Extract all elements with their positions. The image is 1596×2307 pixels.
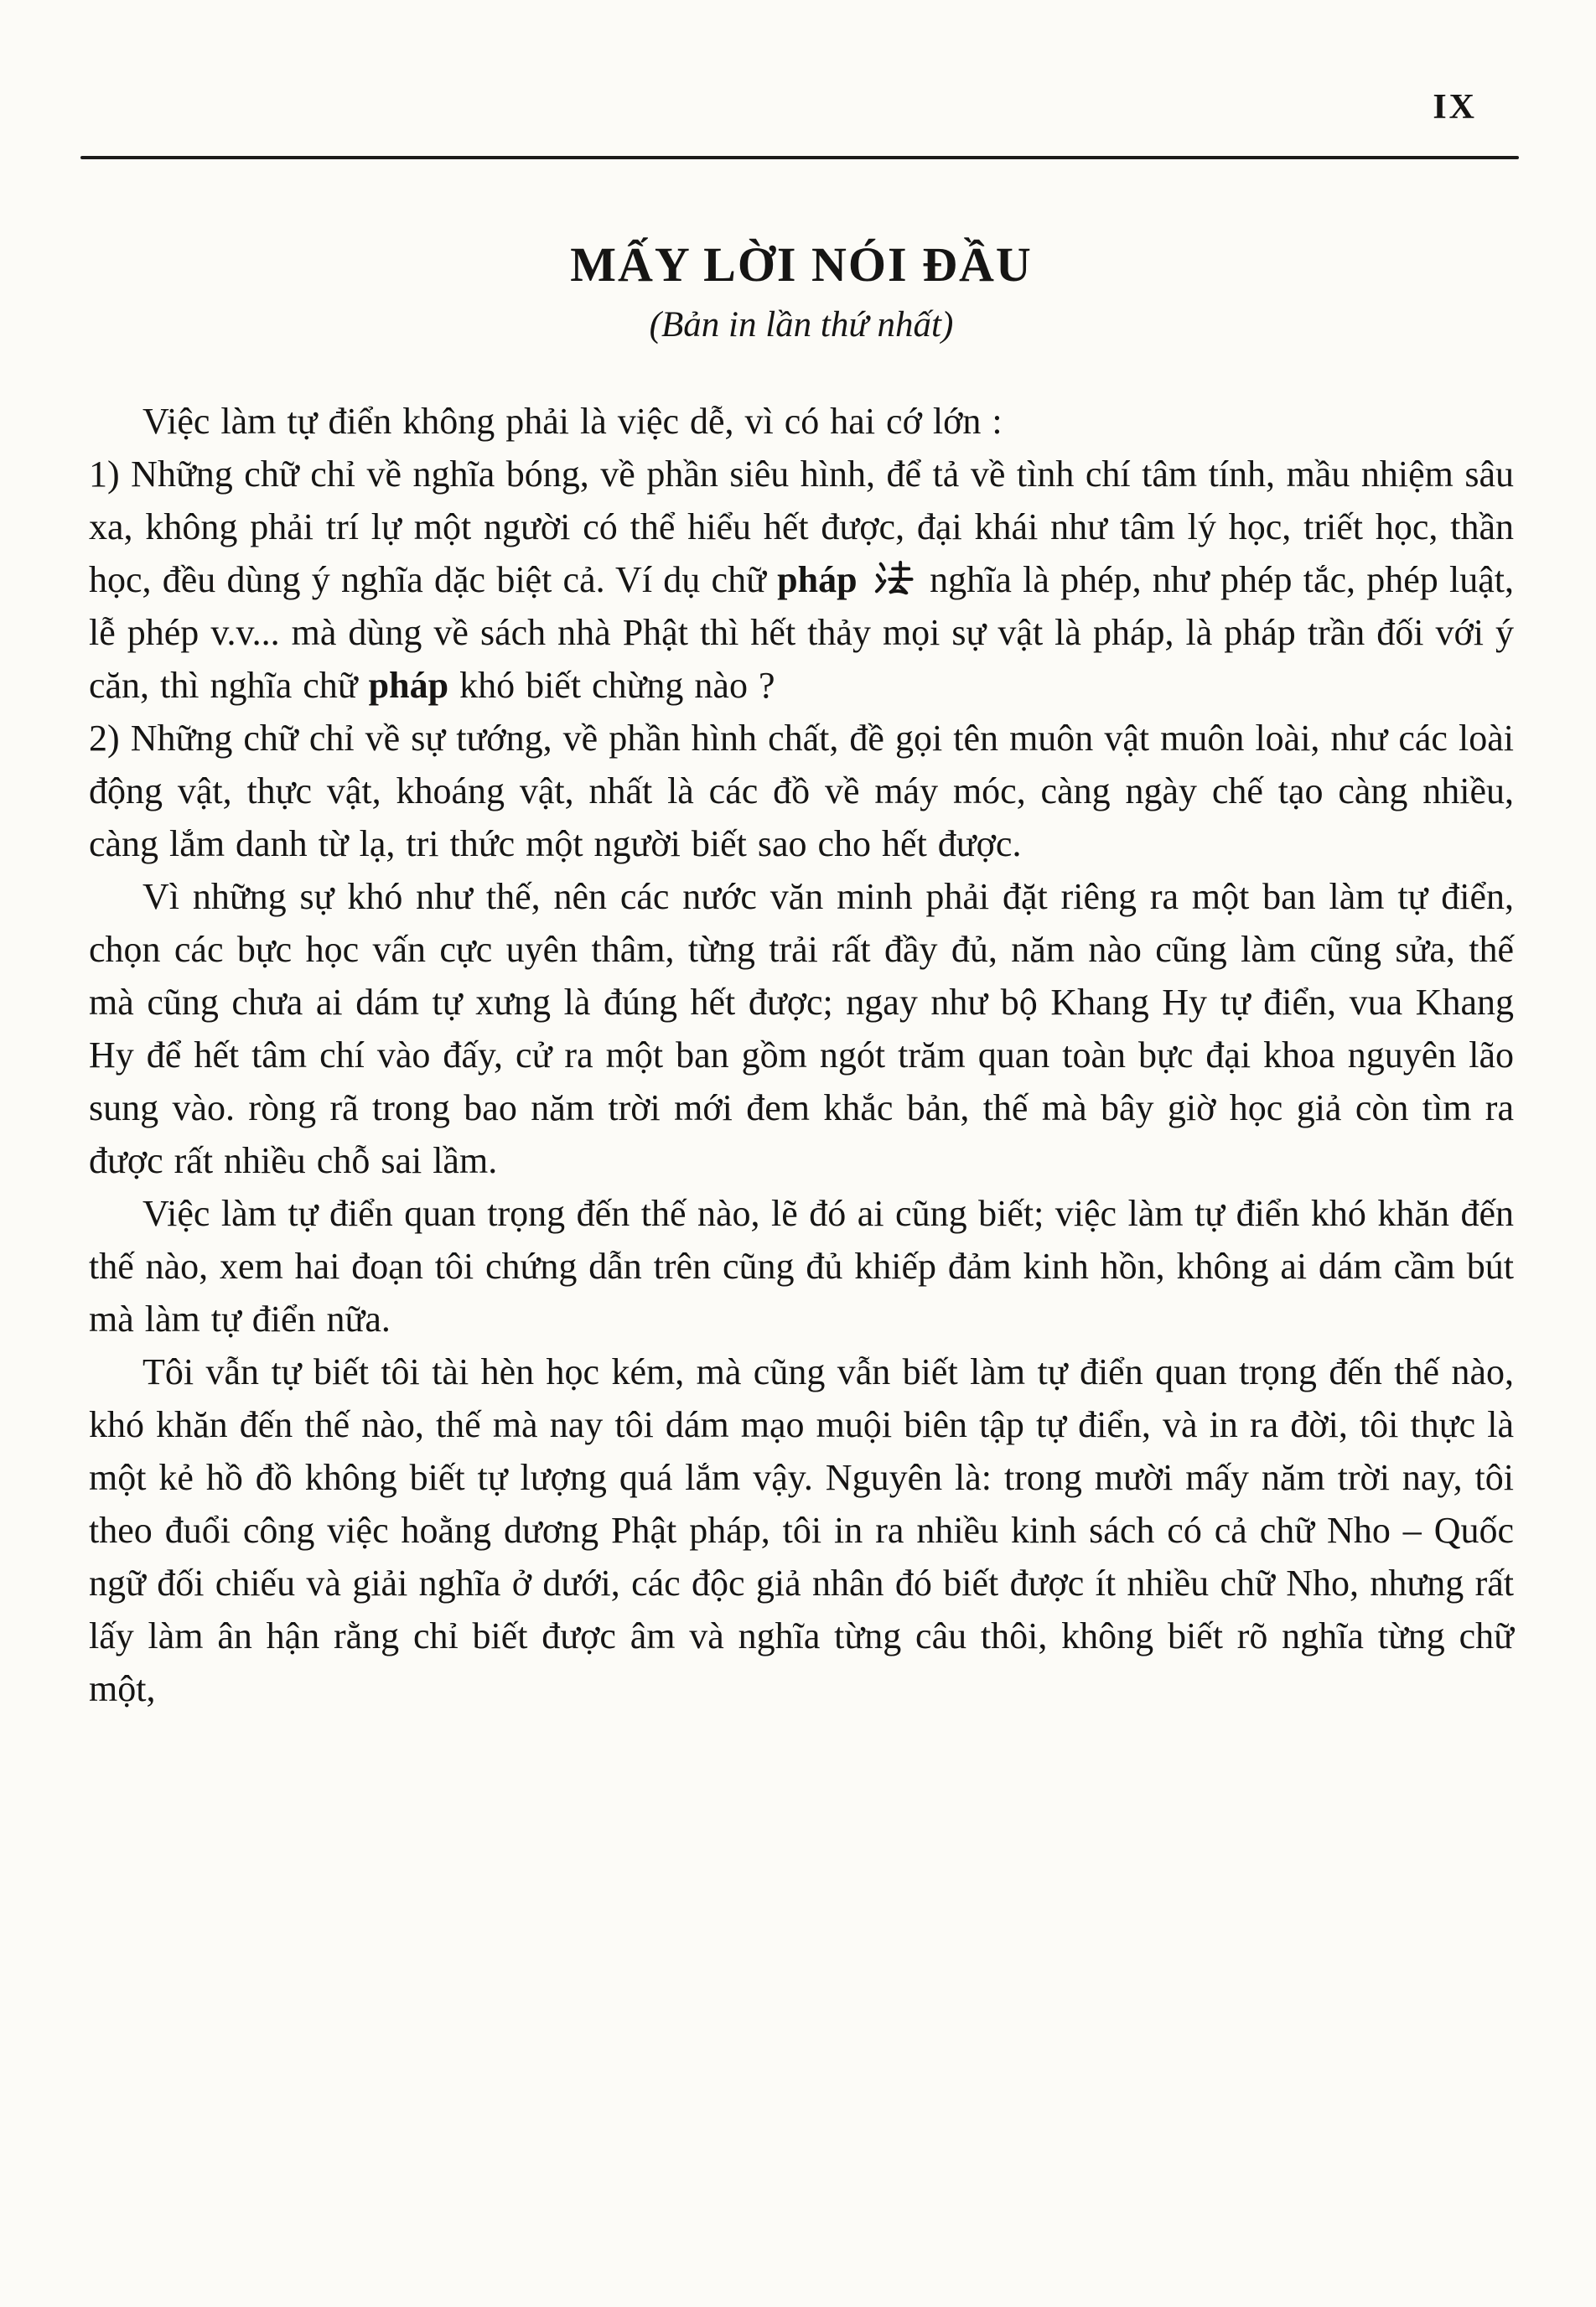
paragraph-importance: Việc làm tự điển quan trọng đến thế nào, lẽ đó ai cũng biết; việc làm tự điển khó khăn đến thế nào, xem hai đoạn tôi chứng dẫn trên cũng đủ khiếp đảm kinh hồn, không ai dám cầm bút mà làm tự điển nữa. bbox=[89, 1193, 1514, 1340]
page-subtitle: (Bản in lần thứ nhất) bbox=[649, 304, 954, 345]
point-1-paragraph bbox=[89, 448, 1514, 712]
bold-term-phap-1: pháp bbox=[777, 559, 858, 601]
hanzi-phap-glyph bbox=[872, 558, 915, 599]
paragraph-dictionary-difficulty: Vì những sự khó như thế, nên các nước văn minh phải đặt riêng ra một ban làm tự điển, chọn các bực học vấn cực uyên thâm, từng trải rất đầy đủ, năm nào cũng làm cũng sửa, thế mà cũng chưa ai dám tự xưng là đúng hết được; ngay như bộ Khang Hy tự điển, vua Khang Hy để hết tâm chí vào đấy, cử ra một ban gồm ngót trăm quan toàn bực đại khoa nguyên lão sung vào. ròng rã trong bao năm trời mới đem khắc bản, thế mà bây giờ học giả còn tìm ra được rất nhiều chỗ sai lầm. bbox=[89, 876, 1514, 1182]
point-1-text-c: khó biết chừng nào ? bbox=[459, 665, 775, 707]
bold-term-phap-2: pháp bbox=[368, 665, 449, 707]
point-1-text-b: nghĩa là phép, như phép tắc, phép luật, lễ phép v.v... mà dùng về sách nhà Phật thì hết thảy mọi sự vật là pháp, là pháp trần đối với ý căn, thì nghĩa chữ bbox=[89, 559, 1514, 707]
page-title: MẤY LỜI NÓI ĐẦU bbox=[570, 237, 1033, 292]
point-1-text-a: 1) Những chữ chỉ về nghĩa bóng, về phần siêu hình, để tả về tình chí tâm tính, mầu nhiệm sâu xa, không phải trí lự một người có thể hiểu hết được, đại khái như tâm lý học, triết học, thần học, đều dùng ý nghĩa dặc biệt cả. Ví dụ chữ bbox=[89, 454, 1514, 601]
page-number: IX bbox=[1433, 88, 1477, 127]
point-2-paragraph: 2) Những chữ chỉ về sự tướng, về phần hình chất, đề gọi tên muôn vật muôn loài, như các loài động vật, thực vật, khoáng vật, nhất là các đồ về máy móc, càng ngày chế tạo càng nhiều, càng lắm danh từ lạ, tri thức một người biết sao cho hết được. bbox=[89, 718, 1514, 865]
paragraph-author-confession: Tôi vẫn tự biết tôi tài hèn học kém, mà cũng vẫn biết làm tự điển quan trọng đến thế nào, khó khăn đến thế nào, thế mà nay tôi dám mạo muội biên tập tự điển, và in ra đời, tôi thực là một kẻ hồ đồ không biết tự lượng quá lắm vậy. Nguyên là: trong mười mấy năm trời nay, tôi theo đuổi công việc hoằng dương Phật pháp, tôi in ra nhiều kinh sách có cả chữ Nho – Quốc ngữ đối chiếu và giải nghĩa ở dưới, các độc giả nhân đó biết được ít nhiều chữ Nho, nhưng rất lấy làm ân hận rằng chỉ biết được âm và nghĩa từng câu thôi, không biết rõ nghĩa từng chữ một, bbox=[89, 1351, 1514, 1710]
intro-paragraph: Việc làm tự điển không phải là việc dễ, vì có hai cớ lớn : bbox=[142, 401, 1003, 443]
page-content bbox=[89, 159, 1514, 1715]
